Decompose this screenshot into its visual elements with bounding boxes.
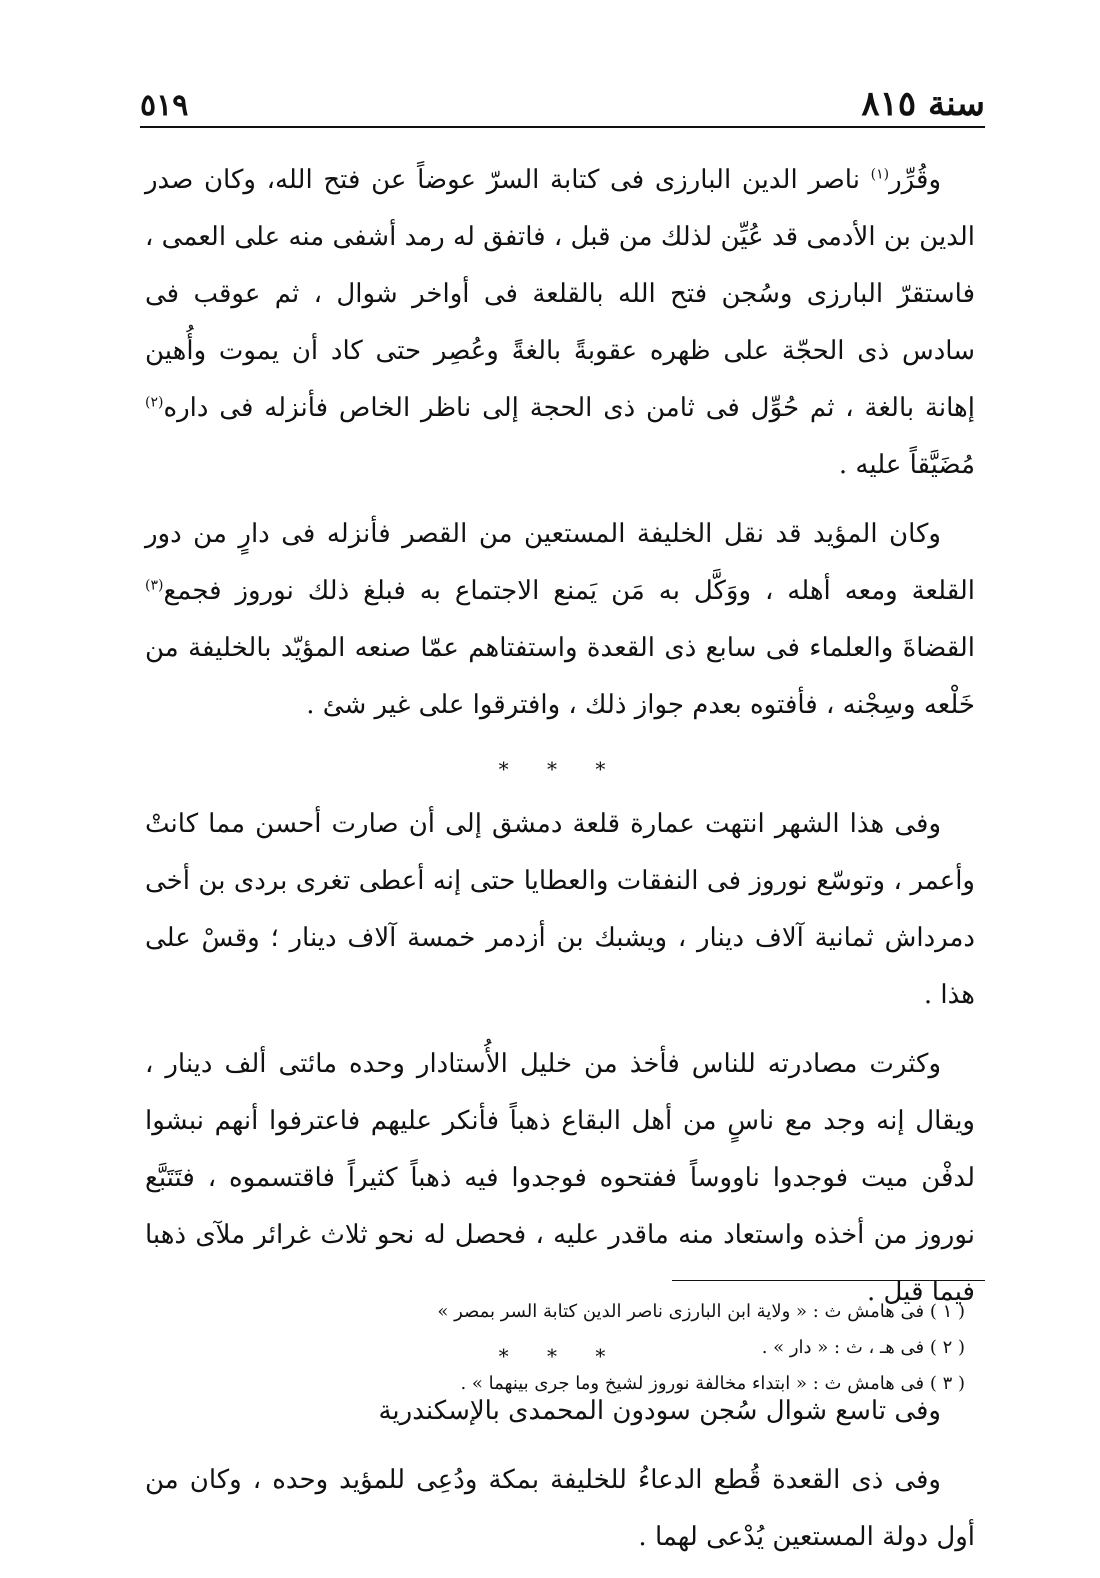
page-number: ٥١٩ xyxy=(140,88,189,123)
paragraph-3: وفى هذا الشهر انتهت عمارة قلعة دمشق إلى أن صارت أحسن مما كانتْ وأعمر ، وتوسّع نوروز فى النفقات والعطايا حتى إنه أعطى تغرى بردى بن أخى دمرداش ثمانية آلاف دينار ، ويشبك بن أزدمر خمسة آلاف دينار ؛ وقسْ على هذا . xyxy=(145,809,975,1010)
paragraph-2: وكان المؤيد قد نقل الخليفة المستعين من القصر فأنزله فى دارٍ من دور القلعة ومعه أهله ، ووَكَّل به مَن يَمنع الاجتماع به فبلغ ذلك نوروز فجمع$^{(٣)}$ القضاةَ والعلماء فى سابع ذى القعدة واستفتاهم عمّا صنعه المؤيّد بالخليفة من خَلْعه وسِجْنه ، فأفتوه بعدم جواز ذلك ، وافترقوا على غير شئ . xyxy=(145,519,975,720)
footnote-2: ( ٢ ) فى هـ ، ث : « دار » . xyxy=(761,1337,965,1358)
footnotes xyxy=(330,1294,965,1402)
section-separator-1: * * * xyxy=(498,757,622,781)
paragraph-1: وقُرِّر$^{(١)}$ ناصر الدين البارزى فى كتابة السرّ عوضاً عن فتح الله، وكان صدر الدين بن الأدمى قد عُيِّن لذلك من قبل ، فاتفق له رمد أشفى منه على العمى ، فاستقرّ البارزى وسُجن فتح الله بالقلعة فى أواخر شوال ، ثم عوقب فى سادس ذى الحجّة على ظهره عقوبةً بالغةً وعُصِر حتى كاد أن يموت وأُهين إهانة بالغة ، ثم حُوِّل فى ثامن ذى الحجة إلى ناظر الخاص فأنزله فى داره$^{(٢)}$ مُضَيَّقاً عليه . xyxy=(145,165,975,480)
paragraph-5: وفى تاسع شوال سُجن سودون المحمدى بالإسكندرية xyxy=(378,1396,941,1426)
section-separator-2: * * * xyxy=(498,1344,622,1368)
header-rule xyxy=(140,126,985,128)
paragraph-6: وفى ذى القعدة قُطع الدعاءُ للخليفة بمكة ودُعِى للمؤيد وحده ، وكان من أول دولة المستعين يُدْعى لهما . xyxy=(145,1465,975,1552)
footnote-rule xyxy=(672,1280,985,1281)
page-header xyxy=(140,84,985,128)
paragraph-4: وكثرت مصادرته للناس فأخذ من خليل الأُستادار وحده مائتى ألف دينار ، ويقال إنه وجد مع ناسٍ من أهل البقاع ذهباً فأنكر عليهم فاعترفوا أنهم نبشوا لدفْن ميت فوجدوا ناووساً ففتحوه فوجدوا فيه ذهباً كثيراً فاقتسموه ، فتَتَبَّع نوروز من أخذه واستعاد منه ماقدر عليه ، فحصل له نحو ثلاث غرائر ملآى ذهبا فيما قيل . xyxy=(145,1049,975,1307)
running-head-year: سنة ٨١٥ xyxy=(861,84,985,124)
footnote-3: ( ٣ ) فى هامش ث : « ابتداء مخالفة نوروز لشيخ وما جرى بينهما » . xyxy=(460,1373,965,1394)
footnote-1: ( ١ ) فى هامش ث : « ولاية ابن البارزى ناصر الدين كتابة السر بمصر » xyxy=(437,1301,965,1322)
